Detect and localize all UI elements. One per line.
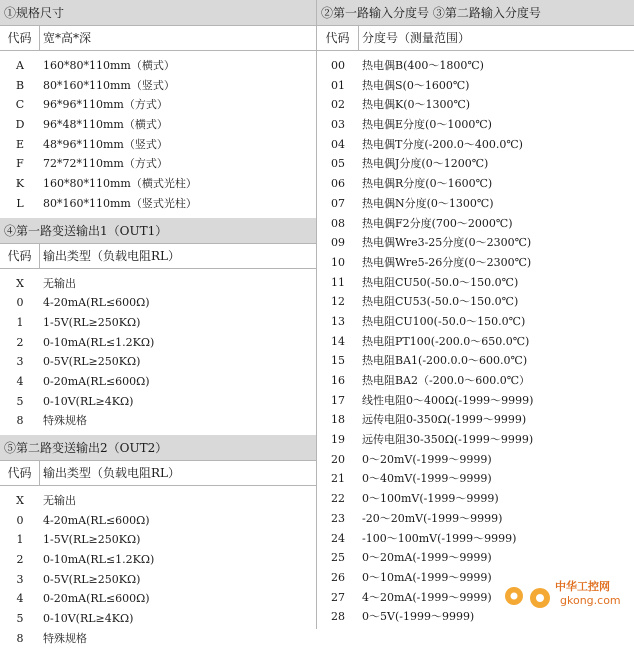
row-desc: 0～40mV(-1999～9999) [362,472,492,486]
table-row [0,174,317,194]
row-desc: 线性电阻0～400Ω(-1999～9999) [362,393,534,407]
table-row [317,253,634,273]
row-desc: 热电偶B(400～1800℃) [362,59,484,72]
table-row [317,509,634,529]
table-row [0,550,317,570]
table-row [0,511,317,531]
table-row [317,332,634,352]
section-out1-header [0,244,317,269]
row-desc: 1-5V(RL≥250KΩ) [43,533,141,547]
table-row [317,233,634,253]
table-row [0,76,317,96]
table-row [317,214,634,234]
row-code: A [16,59,24,72]
table-row [0,570,317,590]
table-row [317,548,634,568]
section-input-title: ②第一路输入分度号 ③第二路输入分度号 [317,0,634,26]
section-input-header [317,26,634,51]
row-code: K [15,177,25,191]
row-code: 03 [331,118,345,132]
row-code: 25 [331,551,345,565]
row-code: 10 [331,255,345,269]
table-row [317,351,634,371]
section-size-title: ①规格尺寸 [0,0,317,26]
section-size-rows [0,51,317,214]
row-code: 22 [331,492,345,506]
row-desc: 0-10V(RL≥4KΩ) [43,612,134,626]
table-row [317,489,634,509]
row-desc: 热电阻PT100(-200.0～650.0℃) [362,334,530,348]
row-code: 28 [331,610,345,624]
row-desc: 0～20mA(-1999～9999) [362,551,492,565]
row-desc: 热电偶Wre3-25分度(0～2300℃) [362,236,532,250]
row-code: 09 [331,236,345,250]
table-row [0,135,317,155]
row-desc: 无输出 [43,494,76,507]
section-out2-header [0,461,317,486]
row-desc: 热电阻BA2（-200.0～600.0℃） [362,374,531,387]
row-desc: 80*160*110mm（竖式） [43,78,175,92]
table-row [0,313,317,333]
row-desc: 特殊规格 [43,631,87,645]
row-desc: 特殊规格 [43,414,87,428]
row-code: 04 [331,137,345,151]
table-row [0,530,317,550]
row-code: 15 [331,354,345,368]
row-desc: 热电偶K(0～1300℃) [362,98,471,112]
section-out1-rows [0,269,317,432]
row-code: 23 [331,511,345,525]
table-row [0,95,317,115]
row-desc: 热电阻BA1(-200.0.0～600.0℃) [362,354,528,368]
row-code: X [16,494,24,507]
row-desc: 48*96*110mm（竖式） [43,137,168,151]
table-row [317,95,634,115]
watermark-name: 中华工控网 [555,580,610,593]
table-row [317,292,634,312]
table-row [317,312,634,332]
table-row [317,410,634,430]
row-desc: 热电阻CU53(-50.0～150.0℃) [362,295,519,309]
table-row [0,115,317,135]
row-code: 26 [331,570,345,584]
table-row [0,609,317,629]
header-code: 代码 [0,26,40,50]
row-code: 12 [331,295,345,309]
row-desc: 0-5V(RL≥250KΩ) [43,572,141,586]
row-desc: 热电偶S(0～1600℃) [362,78,470,92]
row-desc: 热电偶J分度(0～1200℃) [362,157,489,171]
row-code: 0 [16,296,24,310]
row-code: E [15,137,25,151]
section-input [317,0,634,627]
row-code: 21 [331,472,345,486]
table-row [317,450,634,470]
row-desc: 热电阻CU50(-50.0～150.0℃) [362,275,519,289]
table-row [0,392,317,412]
row-code: 07 [331,196,345,210]
row-desc: 72*72*110mm（方式） [43,157,168,171]
row-code: 3 [16,355,24,369]
table-row [0,629,317,649]
row-desc: 远传电阻0-350Ω(-1999～9999) [362,413,527,427]
row-code: C [15,98,25,112]
row-desc: 0-10V(RL≥4KΩ) [43,394,134,408]
section-out1 [0,218,317,432]
table-row [317,430,634,450]
table-row [0,372,317,392]
header-desc: 宽*高*深 [43,31,92,45]
table-row [0,56,317,76]
table-row [0,293,317,313]
row-desc: 热电偶E分度(0～1000℃) [362,118,492,132]
header-code: 代码 [0,461,40,485]
row-desc: 4-20mA(RL≤600Ω) [43,296,150,310]
row-desc: 远传电阻30-350Ω(-1999～9999) [362,433,534,447]
row-code: 8 [16,631,24,645]
section-out2 [0,435,317,649]
row-code: 4 [16,374,24,388]
row-code: 11 [331,275,345,289]
table-row [317,194,634,214]
row-desc: 热电偶R分度(0～1600℃) [362,177,493,191]
row-code: 8 [16,414,24,428]
row-desc: 0-10mA(RL≤1.2KΩ) [43,553,155,567]
section-out2-title: ⑤第二路变送输出2（OUT2） [0,435,317,461]
table-row [317,115,634,135]
header-desc: 分度号（测量范围） [362,31,471,45]
row-desc: -20～20mV(-1999～9999) [362,511,503,525]
section-size-header [0,26,317,51]
row-code: 5 [16,394,24,408]
row-code: 4 [16,592,24,606]
table-row [0,411,317,431]
table-row [317,56,634,76]
row-code: B [15,78,25,92]
row-desc: 96*48*110mm（横式） [43,118,168,132]
table-row [317,135,634,155]
row-code: 05 [331,157,345,171]
row-code: 06 [331,177,345,191]
row-code: 0 [16,513,24,527]
row-code: L [16,196,24,210]
header-desc: 输出类型（负载电阻RL） [43,248,181,263]
row-code: 14 [331,334,345,348]
section-input-rows [317,51,634,627]
row-desc: 160*80*110mm（横式光柱） [43,177,197,191]
row-code: 3 [16,572,24,586]
table-row [0,589,317,609]
row-code: 20 [331,452,345,466]
row-desc: 0-5V(RL≥250KΩ) [43,355,141,369]
row-code: 5 [16,612,24,626]
table-row [317,273,634,293]
row-desc: 0～100mV(-1999～9999) [362,492,499,506]
row-code: 08 [331,216,345,230]
row-code: X [16,276,24,290]
row-desc: 0-20mA(RL≤600Ω) [43,374,150,388]
table-row [0,154,317,174]
row-desc: 80*160*110mm（竖式光柱） [43,196,197,210]
row-desc: 0～5V(-1999～9999) [362,610,475,624]
row-code: 16 [331,374,345,387]
row-desc: 热电偶Wre5-26分度(0～2300℃) [362,255,532,269]
table-row [0,333,317,353]
table-row [317,391,634,411]
row-code: 2 [16,335,24,349]
table-row [317,76,634,96]
row-code: 27 [331,590,345,604]
header-code: 代码 [317,26,359,50]
row-code: 00 [331,59,345,72]
row-desc: -100～100mV(-1999～9999) [362,531,517,545]
header-desc: 输出类型（负载电阻RL） [43,466,181,480]
row-desc: 1-5V(RL≥250KΩ) [43,315,141,329]
row-desc: 0～10mA(-1999～9999) [362,570,492,584]
row-desc: 热电偶N分度(0～1300℃) [362,196,494,210]
table-row [0,352,317,372]
watermark-url: gkong.com [560,594,621,607]
row-code: 17 [331,393,345,407]
row-desc: 4-20mA(RL≤600Ω) [43,513,150,527]
row-desc: 4～20mA(-1999～9999) [362,590,492,604]
row-code: 18 [331,413,345,427]
row-code: 2 [16,553,24,567]
row-desc: 0-20mA(RL≤600Ω) [43,592,150,606]
row-desc: 热电偶T分度(-200.0～400.0℃) [362,137,523,151]
right-column [317,0,634,627]
table-row [0,274,317,294]
table-row [317,371,634,391]
section-out1-title: ④第一路变送输出1（OUT1） [0,218,317,244]
row-desc: 0～20mV(-1999～9999) [362,452,492,466]
row-code: F [16,157,24,171]
row-desc: 160*80*110mm（横式） [43,59,175,72]
table-row [317,174,634,194]
row-code: 02 [331,98,345,112]
row-desc: 96*96*110mm（方式） [43,98,168,112]
row-desc: 热电偶F2分度(700～2000℃) [362,216,513,230]
row-code: 1 [16,533,24,547]
row-code: 01 [331,78,345,92]
row-code: D [15,118,25,132]
row-code: 24 [331,531,345,545]
row-code: 13 [331,314,345,328]
table-row [0,491,317,511]
section-size [0,0,317,214]
table-row [0,194,317,214]
table-row [317,154,634,174]
row-desc: 0-10mA(RL≤1.2KΩ) [43,335,155,349]
row-desc: 无输出 [43,276,76,290]
row-code: 1 [16,315,24,329]
table-row [317,469,634,489]
header-code: 代码 [0,244,40,268]
row-desc: 热电阻CU100(-50.0～150.0℃) [362,314,526,328]
section-out2-rows [0,486,317,649]
table-row [317,529,634,549]
row-code: 19 [331,433,345,447]
